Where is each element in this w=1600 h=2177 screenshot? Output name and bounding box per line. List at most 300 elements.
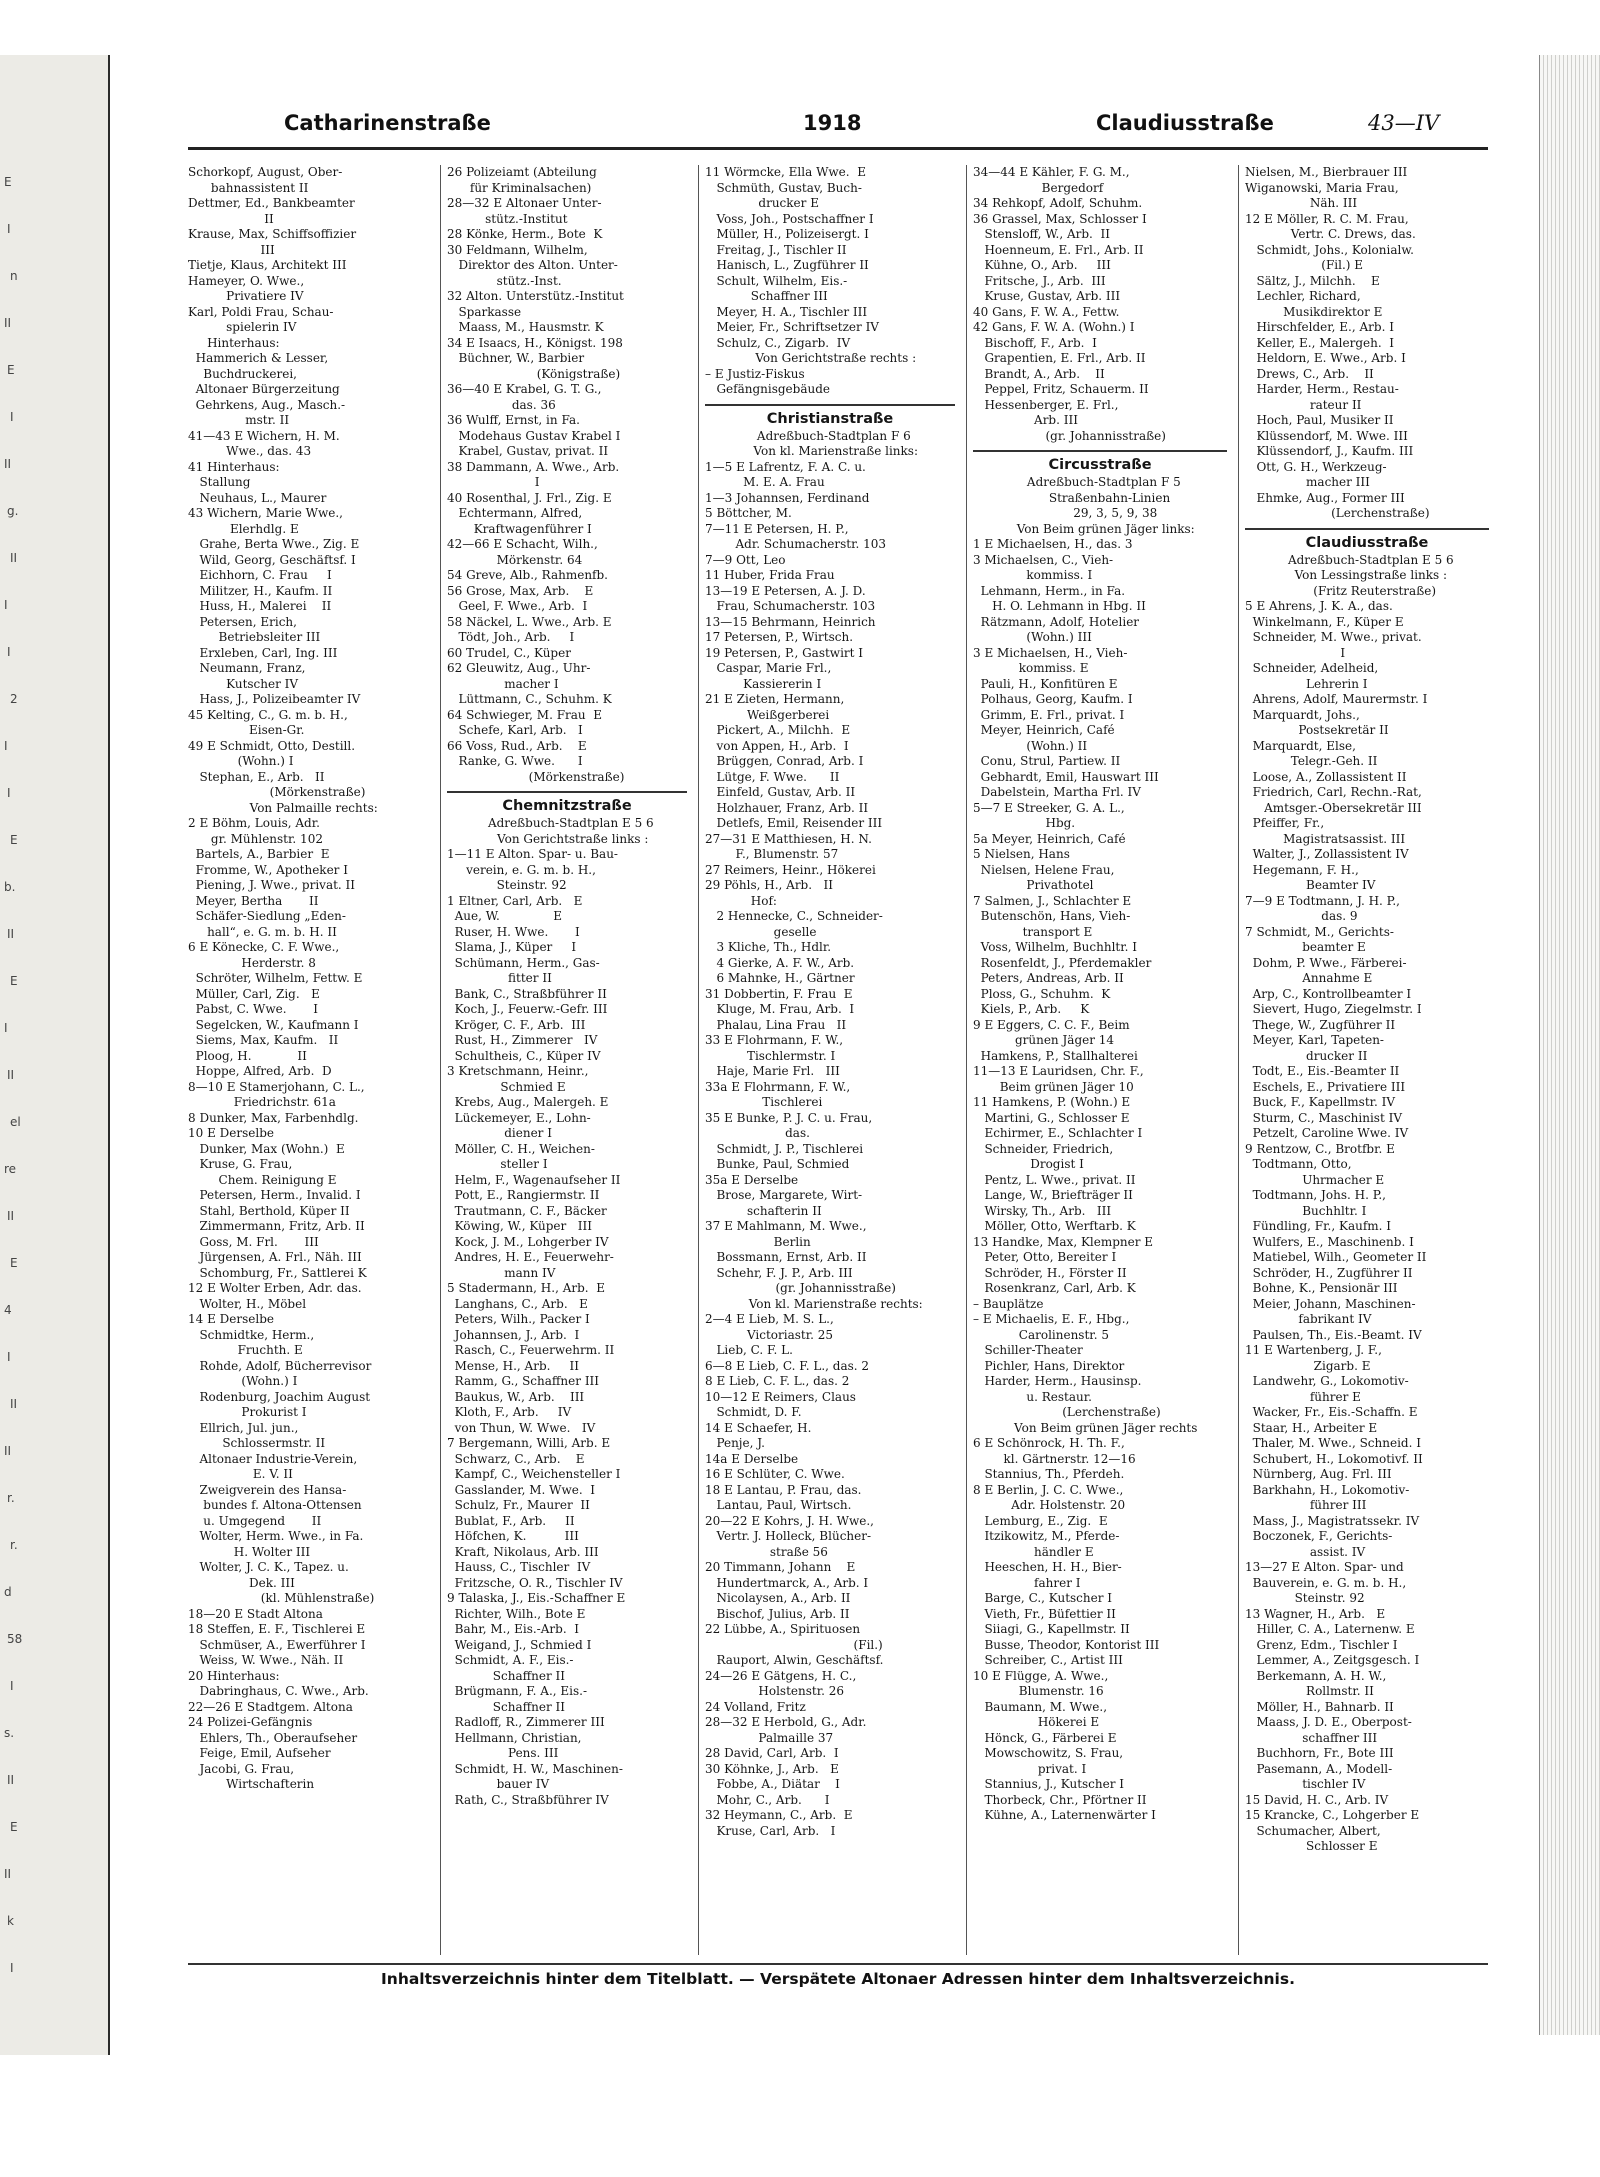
- directory-line: 11 Wörmcke, Ella Wwe. E: [705, 165, 866, 179]
- directory-line: Steinstr. 92: [447, 878, 567, 892]
- directory-line: 14 E Schaefer, H.: [705, 1420, 812, 1435]
- directory-line: Lehmann, Herm., in Fa.: [973, 583, 1126, 598]
- directory-line: Grimm, E. Frl., privat. I: [973, 707, 1125, 722]
- directory-line: (gr. Johannisstraße): [1034, 428, 1166, 443]
- directory-line: Heeschen, H. H., Bier-: [973, 1560, 1122, 1574]
- directory-page: [188, 105, 1488, 2005]
- directory-line: (Fil.) E: [1245, 258, 1364, 272]
- directory-line: Hanisch, L., Zugführer II: [705, 258, 869, 272]
- directory-line: Hirschfelder, E., Arb. I: [1245, 320, 1394, 334]
- directory-line: Tödt, Joh., Arb. I: [447, 630, 575, 644]
- directory-line: Schmied E: [447, 1079, 566, 1094]
- directory-line: – E Justiz-Fiskus: [705, 366, 805, 381]
- section-divider: [447, 791, 687, 793]
- directory-line: Klüssendorf, J., Kaufm. III: [1245, 444, 1414, 458]
- directory-line: Keller, E., Malergeh. I: [1245, 335, 1395, 350]
- directory-line: Lieb, C. F. L.: [705, 1343, 793, 1357]
- edge-fragment: II: [4, 1867, 12, 1881]
- directory-line: Müller, H., Polizeisergt. I: [705, 227, 869, 241]
- directory-line: Krause, Max, Schiffsoffizier: [188, 227, 357, 241]
- directory-line: Schehr, F. J. P., Arb. III: [705, 1265, 853, 1280]
- directory-line: Schröter, Wilhelm, Fettw. E: [188, 971, 363, 985]
- directory-line: 20 Timmann, Johann E: [705, 1560, 856, 1574]
- directory-line: Rohde, Adolf, Bücherrevisor: [188, 1358, 372, 1373]
- directory-line: 35 E Bunke, P. J. C. u. Frau,: [705, 1110, 873, 1125]
- directory-line: 33a E Flohrmann, F. W.,: [705, 1079, 851, 1094]
- edge-fragment: k: [7, 1914, 14, 1928]
- directory-line: Fromme, W., Apotheker I: [188, 862, 348, 877]
- directory-line: kommiss. E: [973, 661, 1089, 675]
- directory-line: Helm, F., Wagenaufseher II: [447, 1172, 621, 1187]
- directory-line: Gasslander, M. Wwe. I: [447, 1482, 596, 1497]
- directory-line: Grenz, Edm., Tischler I: [1245, 1637, 1398, 1652]
- directory-line: Schorkopf, August, Ober-: [188, 165, 343, 179]
- directory-line: Lechler, Richard,: [1245, 289, 1361, 303]
- directory-line: spielerin IV: [188, 320, 297, 334]
- directory-line: Dek. III: [188, 1575, 295, 1590]
- directory-line: Slama, J., Küper I: [447, 940, 577, 954]
- directory-line: 34—44 E Kähler, F. G. M.,: [973, 165, 1130, 179]
- edge-fragment: r.: [10, 1538, 18, 1552]
- directory-line: 32 Heymann, C., Arb. E: [705, 1808, 853, 1822]
- street-heading: Claudiusstraße: [1305, 534, 1429, 551]
- directory-line: Dohm, P. Wwe., Färberei-: [1245, 955, 1407, 970]
- directory-line: Pfeiffer, Fr.,: [1245, 816, 1325, 830]
- directory-line: Hammerich & Lesser,: [188, 351, 329, 365]
- directory-line: Wwe., das. 43: [188, 444, 312, 458]
- directory-line: Karl, Poldi Frau, Schau-: [188, 304, 334, 319]
- edge-fragment: II: [7, 1209, 15, 1223]
- directory-line: Ehmke, Aug., Former III: [1245, 490, 1405, 505]
- directory-line: Uhrmacher E: [1245, 1172, 1385, 1187]
- directory-line: (Wohn.) I: [188, 1374, 298, 1388]
- directory-line: 42 Gans, F. W. A. (Wohn.) I: [973, 320, 1135, 334]
- directory-line: Freitag, J., Tischler II: [705, 242, 847, 257]
- directory-line: Schmidt, H. W., Maschinen-: [447, 1761, 623, 1776]
- directory-line: Zigarb. E: [1245, 1358, 1371, 1373]
- directory-line: Barge, C., Kutscher I: [973, 1591, 1113, 1605]
- directory-line: kommiss. I: [973, 568, 1093, 582]
- directory-line: 11 E Wartenberg, J. F.,: [1245, 1343, 1382, 1357]
- page-header: [188, 105, 1488, 149]
- directory-line: Pasemann, A., Modell-: [1245, 1761, 1393, 1776]
- directory-line: Friedrichstr. 61a: [188, 1095, 336, 1109]
- directory-line: Vertr. C. Drews, das.: [1245, 227, 1416, 241]
- street-heading: Circusstraße: [1048, 457, 1152, 473]
- directory-line: Phalau, Lina Frau II: [705, 1017, 847, 1032]
- directory-line: 3 Kliche, Th., Hdlr.: [705, 940, 832, 954]
- directory-line: Trautmann, C. F., Bäcker: [447, 1203, 607, 1218]
- directory-line: verein, e. G. m. b. H.,: [447, 862, 596, 877]
- directory-line: Lehrerin I: [1245, 676, 1368, 691]
- directory-line: fabrikant IV: [1245, 1312, 1372, 1326]
- directory-line: 8 Dunker, Max, Farbenhdlg.: [188, 1110, 359, 1125]
- directory-line: Rätzmann, Adolf, Hotelier: [973, 614, 1140, 629]
- directory-line: Langhans, C., Arb. E: [447, 1296, 588, 1311]
- directory-line: Tietje, Klaus, Architekt III: [188, 258, 347, 272]
- directory-line: Direktor des Alton. Unter-: [447, 258, 618, 272]
- directory-line: 11 Huber, Frida Frau: [705, 568, 835, 582]
- directory-line: Lüttmann, C., Schuhm. K: [447, 692, 612, 706]
- directory-line: 9 E Eggers, C. C. F., Beim: [973, 1017, 1130, 1032]
- edge-fragment: I: [10, 410, 14, 424]
- directory-line: 12 E Wolter Erben, Adr. das.: [188, 1281, 362, 1295]
- directory-line: hall“, e. G. m. b. H. II: [188, 924, 337, 939]
- directory-line: Straßenbahn-Linien: [1029, 490, 1171, 505]
- directory-line: – Bauplätze: [973, 1296, 1044, 1311]
- directory-line: Mense, H., Arb. II: [447, 1358, 579, 1373]
- edge-fragment: I: [7, 786, 11, 800]
- edge-fragment: II: [4, 1444, 12, 1458]
- directory-line: Itzikowitz, M., Pferde-: [973, 1529, 1120, 1543]
- directory-line: Eisen-Gr.: [188, 723, 305, 737]
- directory-line: 3 Kretschmann, Heinr.,: [447, 1064, 589, 1078]
- directory-line: Schomburg, Fr., Sattlerei K: [188, 1265, 367, 1280]
- directory-line: Buchdruckerei,: [188, 366, 297, 381]
- directory-line: Aue, W. E: [447, 909, 562, 923]
- directory-line: Todtmann, Otto,: [1245, 1157, 1352, 1171]
- column-4: [966, 165, 1233, 1955]
- directory-line: (Wohn.) II: [973, 738, 1088, 753]
- directory-line: 38 Dammann, A. Wwe., Arb.: [447, 459, 620, 474]
- directory-line: Harder, Herm., Restau-: [1245, 382, 1399, 396]
- directory-line: Sievert, Hugo, Ziegelmstr. I: [1245, 1002, 1422, 1016]
- directory-line: straße 56: [705, 1544, 828, 1559]
- directory-line: Hinterhaus:: [188, 335, 280, 350]
- directory-line: Schwarz, C., Arb. E: [447, 1451, 585, 1466]
- directory-line: Maass, J. D. E., Oberpost-: [1245, 1715, 1412, 1729]
- directory-line: Von Gerichtstraße rechts :: [743, 351, 917, 365]
- directory-line: Thege, W., Zugführer II: [1245, 1017, 1396, 1032]
- directory-line: 28 David, Carl, Arb. I: [705, 1746, 839, 1760]
- directory-line: Haje, Marie Frl. III: [705, 1064, 840, 1078]
- directory-line: Kruse, G. Frau,: [188, 1157, 293, 1171]
- directory-line: Todt, E., Eis.-Beamter II: [1245, 1064, 1400, 1078]
- right-page-edge: [1539, 55, 1600, 2035]
- directory-line: Ploog, H. II: [188, 1048, 307, 1063]
- directory-line: 18 E Lantau, P. Frau, das.: [705, 1482, 862, 1497]
- directory-line: Möller, C. H., Weichen-: [447, 1141, 595, 1156]
- directory-line: stütz.-Inst.: [447, 273, 562, 288]
- directory-line: Butenschön, Hans, Vieh-: [973, 909, 1131, 923]
- directory-line: 1 Eltner, Carl, Arb. E: [447, 893, 583, 908]
- directory-line: Schiller-Theater: [973, 1343, 1083, 1357]
- edge-fragment: II: [10, 1397, 18, 1411]
- directory-line: Schümann, Herm., Gas-: [447, 955, 600, 970]
- directory-line: (Wohn.) III: [973, 630, 1092, 644]
- directory-line: Hökerei E: [973, 1715, 1100, 1729]
- directory-line: 13—19 E Petersen, A. J. D.: [705, 583, 866, 598]
- directory-line: 6 E Schönrock, H. Th. F.,: [973, 1436, 1125, 1450]
- directory-line: Wolter, Herm. Wwe., in Fa.: [188, 1529, 364, 1543]
- directory-line: 7 Bergemann, Willi, Arb. E: [447, 1436, 611, 1450]
- directory-line: 43 Wichern, Marie Wwe.,: [188, 506, 343, 520]
- directory-line: Dabelstein, Martha Frl. IV: [973, 785, 1141, 799]
- directory-line: Hellmann, Christian,: [447, 1730, 582, 1745]
- directory-line: Hbg.: [973, 816, 1076, 830]
- directory-line: Echirmer, E., Schlachter I: [973, 1126, 1143, 1140]
- edge-fragment: II: [7, 1068, 15, 1082]
- directory-line: das. 36: [447, 397, 556, 412]
- directory-line: Adr. Schumacherstr. 103: [705, 537, 887, 551]
- directory-line: 54 Greve, Alb., Rahmenfb.: [447, 568, 608, 582]
- directory-line: Harder, Herm., Hausinsp.: [973, 1374, 1142, 1388]
- directory-line: Schmidt, Johs., Kolonialw.: [1245, 242, 1414, 257]
- directory-line: Höfchen, K. III: [447, 1529, 579, 1543]
- directory-line: 32 Alton. Unterstütz.-Institut: [447, 289, 624, 303]
- directory-line: 24 Polizei-Gefängnis: [188, 1715, 313, 1729]
- directory-line: Adr. Holstenstr. 20: [973, 1498, 1126, 1512]
- directory-line: 9 Talaska, J., Eis.-Schaffner E: [447, 1591, 626, 1605]
- directory-line: Wolter, J. C. K., Tapez. u.: [188, 1560, 349, 1574]
- directory-line: Stephan, E., Arb. II: [188, 769, 325, 784]
- directory-line: Schröder, H., Zugführer II: [1245, 1265, 1413, 1280]
- edge-fragment: II: [10, 551, 18, 565]
- directory-line: 36 Grassel, Max, Schlosser I: [973, 211, 1147, 226]
- directory-line: Dunker, Max (Wohn.) E: [188, 1141, 345, 1156]
- directory-line: Telegr.-Geh. II: [1245, 754, 1378, 768]
- directory-line: Schmidtke, Herm.,: [188, 1327, 315, 1342]
- directory-line: Gehrkens, Aug., Masch.-: [188, 397, 346, 412]
- directory-line: Stannius, Th., Pferdeh.: [973, 1467, 1125, 1481]
- directory-line: 5 Nielsen, Hans: [973, 847, 1070, 861]
- directory-line: 37 E Mahlmann, M. Wwe.,: [705, 1219, 867, 1233]
- directory-line: Victoriastr. 25: [705, 1327, 834, 1342]
- directory-line: Militzer, H., Kaufm. II: [188, 583, 333, 598]
- edge-fragment: E: [10, 833, 18, 847]
- directory-line: Martini, G., Schlosser E: [973, 1110, 1130, 1125]
- directory-line: Pott, E., Rangiermstr. II: [447, 1188, 600, 1202]
- directory-line: Privathotel: [973, 878, 1094, 892]
- directory-line: Hass, J., Polizeibeamter IV: [188, 692, 361, 706]
- directory-line: Penje, J.: [705, 1436, 765, 1450]
- directory-line: Kraftwagenführer I: [447, 521, 592, 536]
- directory-line: Ramm, G., Schaffner III: [447, 1374, 600, 1388]
- section-divider: [705, 404, 955, 406]
- directory-line: Bartels, A., Barbier E: [188, 847, 330, 861]
- edge-fragment: I: [4, 739, 8, 753]
- directory-line: Winkelmann, F., Küper E: [1245, 614, 1404, 629]
- directory-line: Bunke, Paul, Schmied: [705, 1157, 850, 1171]
- year-label: 1918: [803, 111, 862, 135]
- directory-line: 27 Reimers, Heinr., Hökerei: [705, 862, 876, 877]
- directory-line: privat. I: [973, 1761, 1087, 1776]
- directory-line: Rodenburg, Joachim August: [188, 1389, 371, 1404]
- edge-fragment: E: [10, 974, 18, 988]
- directory-line: 28—32 E Herbold, G., Adr.: [705, 1715, 867, 1729]
- edge-fragment: I: [7, 645, 11, 659]
- directory-line: 58 Näckel, L. Wwe., Arb. E: [447, 614, 612, 629]
- directory-line: Kluge, M. Frau, Arb. I: [705, 1002, 855, 1016]
- directory-line: Todtmann, Johs. H. P.,: [1245, 1188, 1386, 1202]
- directory-line: Schaffner II: [447, 1668, 565, 1683]
- directory-line: Altonaer Industrie-Verein,: [188, 1451, 358, 1466]
- directory-line: 13—15 Behrmann, Heinrich: [705, 614, 876, 629]
- directory-line: 41 Hinterhaus:: [188, 459, 280, 474]
- directory-line: 2—4 E Lieb, M. S. L.,: [705, 1312, 834, 1326]
- directory-line: 41—43 E Wichern, H. M.: [188, 428, 340, 443]
- edge-fragment: E: [4, 175, 12, 189]
- directory-line: Caspar, Marie Frl.,: [705, 661, 832, 675]
- directory-line: Schmidt, A. F., Eis.-: [447, 1653, 574, 1667]
- directory-line: Schmidt, D. F.: [705, 1405, 802, 1419]
- directory-line: Andres, H. E., Feuerwehr-: [447, 1250, 614, 1264]
- directory-line: Büchner, W., Barbier: [447, 351, 585, 365]
- directory-line: Ellrich, Jul. jun.,: [188, 1420, 299, 1435]
- directory-line: Eichhorn, C. Frau I: [188, 568, 332, 582]
- directory-line: 10 E Flügge, A. Wwe.,: [973, 1668, 1109, 1683]
- directory-line: Prokurist I: [188, 1405, 307, 1419]
- directory-line: (Mörkenstraße): [509, 769, 625, 784]
- directory-line: Voss, Wilhelm, Buchhltr. I: [973, 940, 1138, 954]
- directory-line: Bahr, M., Eis.-Arb. I: [447, 1622, 579, 1636]
- directory-line: Nicolaysen, A., Arb. II: [705, 1591, 851, 1605]
- directory-line: 40 Rosenthal, J. Frl., Zig. E: [447, 490, 612, 505]
- directory-line: Mohr, C., Arb. I: [705, 1792, 830, 1807]
- directory-line: Richter, Wilh., Bote E: [447, 1606, 586, 1621]
- directory-line: Privatiere IV: [188, 289, 304, 303]
- directory-line: Hegemann, F. H.,: [1245, 862, 1359, 877]
- directory-line: Carolinenstr. 5: [973, 1327, 1109, 1342]
- directory-line: Marquardt, Else,: [1245, 738, 1356, 753]
- directory-line: (kl. Mühlenstraße): [241, 1591, 375, 1605]
- directory-line: 36—40 E Krabel, G. T. G.,: [447, 382, 602, 396]
- directory-line: Lütge, F. Wwe. II: [705, 769, 840, 784]
- directory-line: Schreiber, C., Artist III: [973, 1653, 1123, 1667]
- directory-line: Adreßbuch-Stadtplan E 5 6: [1280, 552, 1454, 567]
- directory-line: I: [1245, 645, 1346, 660]
- directory-line: Rauport, Alwin, Geschäftsf.: [705, 1653, 884, 1667]
- directory-line: Eschels, E., Privatiere III: [1245, 1079, 1406, 1094]
- directory-line: Zimmermann, Fritz, Arb. II: [188, 1219, 365, 1233]
- edge-fragment: I: [10, 1961, 14, 1975]
- directory-line: 1 E Michaelsen, H., das. 3: [973, 537, 1133, 551]
- directory-line: 2 Hennecke, C., Schneider-: [705, 909, 883, 923]
- directory-line: Mowschowitz, S. Frau,: [973, 1746, 1124, 1760]
- directory-line: Drogist I: [973, 1157, 1084, 1171]
- directory-line: Rosenfeldt, J., Pferdemakler: [973, 955, 1152, 970]
- directory-line: Weiss, W. Wwe., Näh. II: [188, 1653, 344, 1667]
- directory-line: Rath, C., Straßbführer IV: [447, 1792, 609, 1807]
- directory-line: Fruchth. E: [188, 1343, 303, 1357]
- directory-line: Schmidt, J. P., Tischlerei: [705, 1141, 864, 1156]
- directory-line: Hauss, C., Tischler IV: [447, 1560, 591, 1574]
- directory-line: Pichler, Hans, Direktor: [973, 1358, 1125, 1373]
- directory-line: Kiels, P., Arb. K: [973, 1002, 1090, 1016]
- directory-line: 19 Petersen, P., Gastwirt I: [705, 645, 864, 660]
- directory-line: Kühne, A., Laternenwärter I: [973, 1808, 1156, 1822]
- directory-line: Huss, H., Malerei II: [188, 599, 332, 613]
- directory-line: Busse, Theodor, Kontorist III: [973, 1637, 1160, 1652]
- directory-line: Bohne, K., Pensionär III: [1245, 1281, 1398, 1295]
- directory-line: II: [188, 211, 274, 226]
- directory-line: Meyer, Heinrich, Café: [973, 723, 1115, 737]
- directory-line: Arb. III: [973, 413, 1078, 427]
- column-5: [1238, 165, 1489, 1955]
- directory-line: Ahrens, Adolf, Maurermstr. I: [1245, 692, 1428, 706]
- directory-line: Lückemeyer, E., Lohn-: [447, 1110, 591, 1125]
- directory-line: Mörkenstr. 64: [447, 552, 583, 567]
- directory-line: 5 Böttcher, M.: [705, 506, 792, 520]
- directory-line: 8—10 E Stamerjohann, C. L.,: [188, 1079, 365, 1094]
- directory-line: 28—32 E Altonaer Unter-: [447, 196, 602, 210]
- directory-line: Segelcken, W., Kaufmann I: [188, 1017, 359, 1032]
- directory-line: Feige, Emil, Aufseher: [188, 1746, 331, 1760]
- directory-line: drucker II: [1245, 1048, 1368, 1063]
- directory-line: Ploss, G., Schuhm. K: [973, 986, 1111, 1001]
- directory-line: 34 Rehkopf, Adolf, Schuhm.: [973, 196, 1143, 210]
- directory-line: 29, 3, 5, 9, 38: [1042, 506, 1158, 520]
- directory-line: 15 David, H. C., Arb. IV: [1245, 1792, 1389, 1807]
- directory-line: 13 Wagner, H., Arb. E: [1245, 1606, 1386, 1621]
- directory-line: Wacker, Fr., Eis.-Schaffn. E: [1245, 1405, 1418, 1419]
- directory-line: Postsekretär II: [1245, 723, 1389, 737]
- directory-line: Pickert, A., Milchh. E: [705, 723, 851, 737]
- edge-fragment: I: [4, 598, 8, 612]
- directory-line: schaffner III: [1245, 1730, 1378, 1745]
- directory-line: Conu, Strul, Partiew. II: [973, 754, 1121, 768]
- edge-fragment: I: [10, 1679, 14, 1693]
- directory-line: Weigand, J., Schmied I: [447, 1637, 592, 1652]
- directory-line: Bauverein, e. G. m. b. H.,: [1245, 1575, 1407, 1590]
- directory-line: Frau, Schumacherstr. 103: [705, 599, 876, 613]
- directory-line: 3 Michaelsen, C., Vieh-: [973, 552, 1114, 567]
- edge-fragment: I: [7, 222, 11, 236]
- directory-line: Marquardt, Johs.,: [1245, 707, 1360, 722]
- edge-fragment: 58: [7, 1632, 23, 1646]
- directory-line: Schneider, M. Wwe., privat.: [1245, 630, 1422, 644]
- directory-line: Fritsche, J., Arb. III: [973, 273, 1106, 288]
- directory-line: 10 E Derselbe: [188, 1126, 274, 1140]
- directory-line: Petzelt, Caroline Wwe. IV: [1245, 1126, 1409, 1140]
- directory-line: Hönck, G., Färberei E: [973, 1730, 1117, 1745]
- directory-line: 6 E Könecke, C. F. Wwe.,: [188, 940, 340, 954]
- directory-line: Kraft, Nikolaus, Arb. III: [447, 1544, 599, 1559]
- directory-line: Näh. III: [1245, 196, 1358, 210]
- directory-line: III: [188, 242, 275, 257]
- directory-line: Schlossermstr. II: [188, 1436, 326, 1450]
- directory-line: Brüggen, Conrad, Arb. I: [705, 754, 864, 768]
- directory-line: (gr. Johannisstraße): [764, 1281, 896, 1295]
- directory-line: Steinstr. 92: [1245, 1591, 1365, 1605]
- directory-line: für Kriminalsachen): [447, 180, 592, 195]
- directory-line: Pens. III: [447, 1746, 559, 1760]
- directory-line: (Fritz Reuterstraße): [1298, 583, 1436, 598]
- directory-line: 16 E Schlüter, C. Wwe.: [705, 1467, 845, 1481]
- directory-line: Stahl, Berthold, Küper II: [188, 1203, 350, 1218]
- directory-line: 3 E Michaelsen, H., Vieh-: [973, 645, 1128, 660]
- directory-line: stütz.-Institut: [447, 211, 568, 226]
- directory-line: Kruse, Gustav, Arb. III: [973, 289, 1121, 303]
- edge-fragment: I: [4, 1021, 8, 1035]
- directory-line: Schulz, C., Zigarb. IV: [705, 335, 851, 350]
- page-footer: Inhaltsverzeichnis hinter dem Titelblatt. — Verspätete Altonaer Adressen hinter dem Inhaltsverzeichnis.: [188, 1963, 1488, 1988]
- directory-line: Holzhauer, Franz, Arb. II: [705, 800, 869, 815]
- directory-line: Fritzsche, O. R., Tischler IV: [447, 1575, 623, 1590]
- directory-line: Fobbe, A., Diätar I: [705, 1777, 840, 1791]
- directory-line: 7—11 E Petersen, H. P.,: [705, 521, 849, 536]
- directory-line: Stensloff, W., Arb. II: [973, 227, 1110, 241]
- directory-line: fahrer I: [973, 1575, 1081, 1590]
- directory-line: Von Beim grünen Jäger links:: [1005, 521, 1195, 536]
- directory-line: bauer IV: [447, 1777, 550, 1791]
- directory-line: Fündling, Fr., Kaufm. I: [1245, 1219, 1392, 1233]
- directory-line: schafterin II: [705, 1203, 822, 1218]
- directory-line: Schäfer-Siedlung „Eden-: [188, 909, 346, 923]
- directory-line: 4 Gierke, A. F. W., Arb.: [705, 955, 855, 970]
- directory-line: Thaler, M. Wwe., Schneid. I: [1245, 1436, 1421, 1450]
- directory-line: bahnassistent II: [188, 180, 309, 195]
